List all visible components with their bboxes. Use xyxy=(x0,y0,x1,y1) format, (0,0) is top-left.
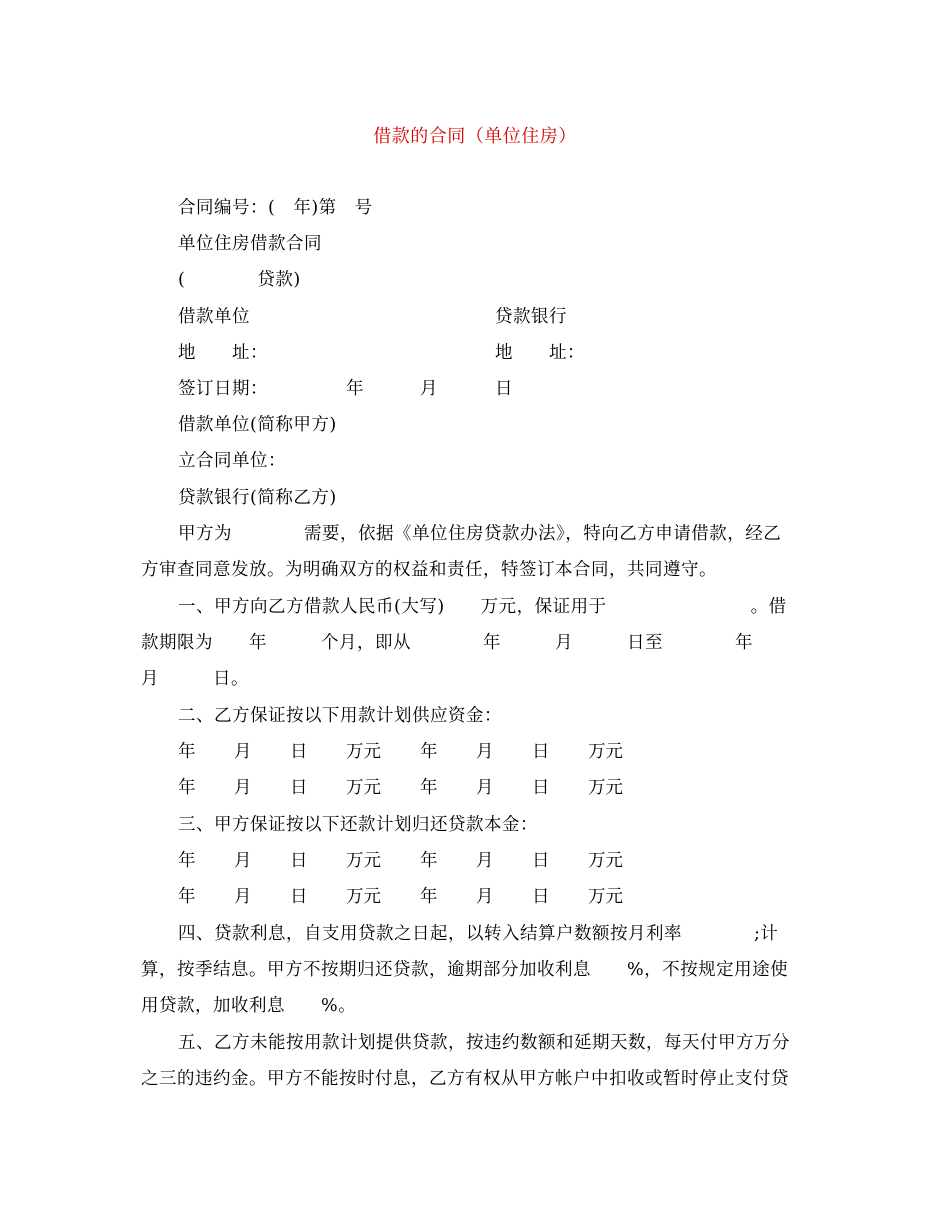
sign-date-year: 年 xyxy=(346,379,364,399)
sign-date-month: 月 xyxy=(420,379,438,399)
schedule-cell: 月 xyxy=(234,778,252,798)
schedule-cell: 月 xyxy=(234,851,252,871)
intro-line-2: 方审查同意发放。为明确双方的权益和责任，特签订本合同，共同遵守。 xyxy=(141,560,717,580)
schedule-cell: 万元 xyxy=(588,778,623,798)
schedule-cell: 月 xyxy=(476,742,494,762)
schedule-cell: 日 xyxy=(532,742,550,762)
schedule-cell: 万元 xyxy=(346,851,381,871)
clause-1-line-3: 月 日。 xyxy=(141,669,249,689)
schedule-cell: 日 xyxy=(290,742,308,762)
schedule-cell: 月 xyxy=(476,851,494,871)
schedule-cell: 年 xyxy=(178,887,196,907)
schedule-cell: 年 xyxy=(420,887,438,907)
schedule-cell: 万元 xyxy=(346,742,381,762)
schedule-cell: 年 xyxy=(420,778,438,798)
clause-1-line-1: 一、甲方向乙方借款人民币(大写) 万元，保证用于 。借 xyxy=(178,597,787,617)
schedule-cell: 月 xyxy=(476,778,494,798)
schedule-cell: 万元 xyxy=(588,887,623,907)
schedule-cell: 日 xyxy=(290,851,308,871)
clause-4-line-3: 用贷款，加收利息 %。 xyxy=(141,996,357,1016)
party-a-label: 借款单位(简称甲方) xyxy=(178,415,337,435)
intro-line-1: 甲方为 需要，依据《单位住房贷款办法》，特向乙方申请借款，经乙 xyxy=(178,524,782,544)
schedule-cell: 日 xyxy=(290,778,308,798)
schedule-cell: 日 xyxy=(532,887,550,907)
borrower-address-label: 地 址： xyxy=(178,343,268,363)
schedule-cell: 日 xyxy=(532,778,550,798)
clause-5-line-2: 之三的违约金。甲方不能按时付息，乙方有权从甲方帐户中扣收或暂时停止支付贷 xyxy=(141,1069,789,1089)
borrower-label: 借款单位 xyxy=(178,307,250,327)
schedule-cell: 万元 xyxy=(346,887,381,907)
loan-type: ( 贷款) xyxy=(178,270,301,290)
lender-label: 贷款银行 xyxy=(495,307,567,327)
clause-4-line-2: 算，按季结息。甲方不按期归还贷款，逾期部分加收利息 %，不按规定用途使 xyxy=(141,960,789,980)
schedule-cell: 日 xyxy=(532,851,550,871)
schedule-cell: 月 xyxy=(234,887,252,907)
schedule-cell: 万元 xyxy=(588,851,623,871)
lender-address-label: 地 址： xyxy=(495,343,585,363)
contract-number: 合同编号：( 年)第 号 xyxy=(178,198,373,218)
schedule-cell: 万元 xyxy=(588,742,623,762)
schedule-cell: 年 xyxy=(178,851,196,871)
document-title: 借款的合同（单位住房） xyxy=(373,126,577,147)
clause-2-heading: 二、乙方保证按以下用款计划供应资金： xyxy=(178,706,502,726)
schedule-cell: 年 xyxy=(178,742,196,762)
schedule-cell: 月 xyxy=(476,887,494,907)
clause-3-heading: 三、甲方保证按以下还款计划归还贷款本金： xyxy=(178,815,538,835)
party-b-label: 贷款银行(简称乙方) xyxy=(178,488,337,508)
clause-5-line-1: 五、乙方未能按用款计划提供贷款，按违约数额和延期天数，每天付甲方万分 xyxy=(178,1033,790,1053)
contract-unit-label: 立合同单位： xyxy=(178,451,286,471)
clause-1-line-2: 款期限为 年 个月，即从 年 月 日至 年 xyxy=(141,633,753,653)
clause-4-line-1: 四、贷款利息，自支用贷款之日起，以转入结算户数额按月利率 ;计 xyxy=(178,924,779,944)
sign-date-day: 日 xyxy=(495,379,513,399)
schedule-cell: 日 xyxy=(290,887,308,907)
schedule-cell: 年 xyxy=(420,851,438,871)
schedule-cell: 月 xyxy=(234,742,252,762)
sign-date-label: 签订日期： xyxy=(178,379,268,399)
contract-name: 单位住房借款合同 xyxy=(178,234,322,254)
schedule-cell: 万元 xyxy=(346,778,381,798)
schedule-cell: 年 xyxy=(178,778,196,798)
schedule-cell: 年 xyxy=(420,742,438,762)
